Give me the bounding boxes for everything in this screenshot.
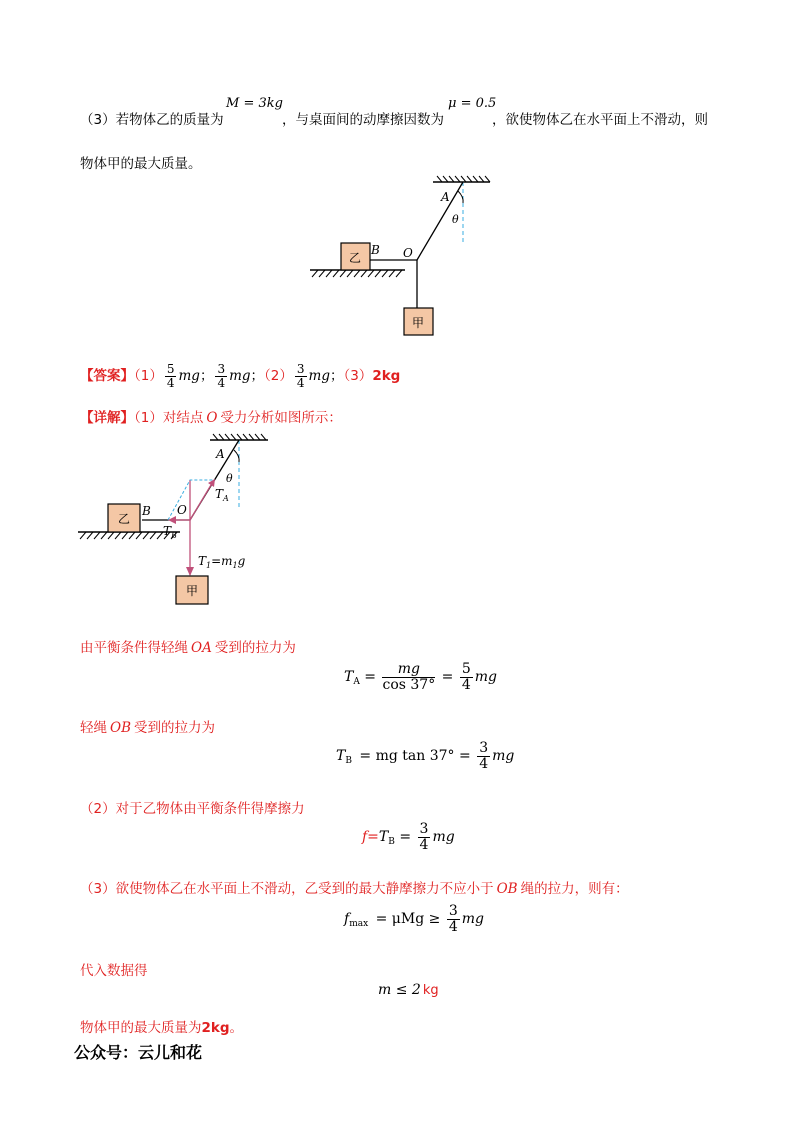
answer-part2: （2） xyxy=(264,368,293,385)
step4-equation: $f_{max} = \mu Mg$ ≥ $\frac{3}{4}$ mg xyxy=(344,903,485,935)
label-O: O xyxy=(403,246,413,260)
label-B: B xyxy=(371,243,380,257)
force-TA-arrow xyxy=(190,480,214,520)
conclusion: 物体甲的最大质量为2kg。 xyxy=(80,1020,244,1036)
q3-prefix: （3）若物体乙的质量为 xyxy=(80,112,224,128)
label-theta: θ xyxy=(226,472,233,485)
figure-1-setup xyxy=(300,170,500,345)
label-A: A xyxy=(441,190,450,204)
answer-frac3: $\frac{3}{4}$ xyxy=(296,362,305,390)
step5-text: 代入数据得 xyxy=(80,963,148,979)
ceiling-hatch xyxy=(210,434,268,440)
q3-mu-expr: μ = 0.5 xyxy=(448,96,497,111)
answer-part3: （3） xyxy=(343,368,373,385)
label-B: B xyxy=(142,504,151,518)
label-TB: $T_B$ xyxy=(163,524,177,540)
detail-tag: 【详解】 xyxy=(80,410,134,426)
question-3-line1 xyxy=(80,108,224,128)
force-TB-arrowhead xyxy=(168,516,176,524)
step1-equation: $T_A$ = $\frac{mg}{\cos 37^\circ}$ = $\frac{5}{4}$ mg xyxy=(344,661,498,693)
step2-text: 轻绳 OB 受到的拉力为 xyxy=(80,720,215,736)
answer-frac1: $\frac{5}{4}$ xyxy=(166,362,175,390)
label-T1: $T_1=m_1g$ xyxy=(198,554,246,570)
step2-equation: $T_B$ = mg tan 37° = $\frac{3}{4}$ mg xyxy=(336,740,515,772)
answer-tag: 【答案】 xyxy=(80,368,134,385)
q3-line2: 物体甲的最大质量。 xyxy=(80,156,202,172)
step3-text: （2）对于乙物体由平衡条件得摩擦力 xyxy=(80,801,305,817)
detail-intro: 【详解】（1）对结点 O 受力分析如图所示： xyxy=(80,410,342,426)
figure-2-force-diagram xyxy=(70,430,290,610)
q3-suffix: ，欲使物体乙在水平面上不滑动，则 xyxy=(492,112,708,128)
block-yi-label: 乙 xyxy=(348,251,362,265)
step4-text: （3）欲使物体乙在水平面上不滑动，乙受到的最大静摩擦力不应小于 OB 绳的拉力，则有： xyxy=(80,881,629,897)
answer-line: 【答案】（1） $\frac{5}{4}$ mg； $\frac{3}{4}$ mg；（2） $\frac{3}{4}$ mg；（3）2kg xyxy=(80,362,401,390)
q3-mass-expr: M = 3kg xyxy=(226,96,283,111)
theta-arc xyxy=(458,191,463,203)
block-jia-label: 甲 xyxy=(411,316,425,330)
q3-middle: ，与桌面间的动摩擦因数为 xyxy=(282,112,444,128)
label-O: O xyxy=(177,503,187,517)
ceiling-hatch xyxy=(433,176,490,182)
answer-final: 2kg xyxy=(372,368,401,385)
step5-equation: m ≤ 2 kg xyxy=(378,982,439,998)
label-theta: θ xyxy=(452,213,459,226)
answer-part1: （1） xyxy=(134,368,163,385)
answer-frac2: $\frac{3}{4}$ xyxy=(217,362,226,390)
parallelogram-dashes xyxy=(168,480,214,520)
label-A: A xyxy=(216,447,225,461)
block-yi-label: 乙 xyxy=(117,512,131,526)
label-TA: $T_A$ xyxy=(215,487,229,503)
table-hatch xyxy=(310,270,405,277)
block-jia-label: 甲 xyxy=(185,584,199,598)
force-T1-arrowhead xyxy=(186,567,194,576)
step1-text: 由平衡条件得轻绳 OA 受到的拉力为 xyxy=(80,640,296,656)
footer-watermark: 公众号：云儿和花 xyxy=(74,1043,203,1062)
theta-arc xyxy=(234,450,239,462)
step3-equation: $f=T_B$ = $\frac{3}{4}$ mg xyxy=(362,821,455,853)
